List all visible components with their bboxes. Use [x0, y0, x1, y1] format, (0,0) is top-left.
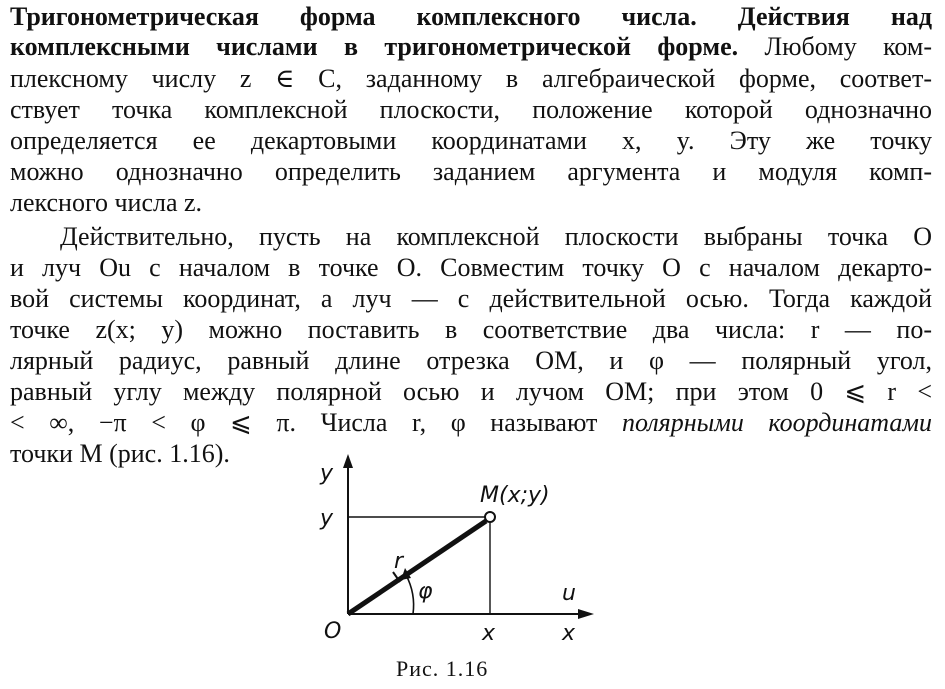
tick-y-label: y	[320, 506, 334, 531]
x-axis-arrow-icon	[578, 609, 594, 619]
ray-om	[348, 521, 486, 614]
paragraph2-line-3: вой системы координат, а луч — с действительной осью. Тогда каждой	[10, 284, 932, 313]
axis-y-label: y	[320, 461, 334, 486]
paragraph2-line-8: точки M (рис. 1.16).	[10, 439, 230, 468]
heading-rest-text: Любому ком-	[764, 32, 933, 61]
heading-line-1: Тригонометрическая форма комплексного числа. Действия над	[10, 2, 932, 31]
paragraph2-line-5: лярный радиус, равный длине отрезка OM, и φ — полярный угол,	[10, 346, 932, 375]
angle-arc	[406, 575, 414, 614]
line7-plain-text: < ∞, −π < φ ⩽ π. Числа r, φ называют	[10, 408, 598, 437]
heading-bold-text: комплексными числами в тригонометрической форме.	[10, 32, 739, 61]
paragraph1-line-7: лексного числа z.	[10, 188, 203, 217]
polar-coordinates-term: полярными координатами	[621, 408, 932, 437]
paragraph1-line-4: ствует точка комплексной плоскости, положение которой однозначно	[10, 95, 932, 124]
point-m-label: M(x;y)	[480, 483, 550, 508]
ray-r-label: r	[394, 549, 404, 574]
paragraph1-line-3: плексному числу z ∈ C, заданному в алгебраической форме, соответ-	[10, 64, 932, 93]
angle-phi-label: φ	[418, 579, 433, 604]
origin-label: O	[324, 619, 342, 644]
tick-x-label: x	[482, 621, 496, 646]
paragraph1-line-5: определяется ее декартовыми координатами x, y. Эту же точку	[10, 126, 932, 155]
heading-line-2	[10, 32, 932, 62]
paragraph1-line-6: можно однозначно определить заданием аргумента и модуля комп-	[10, 157, 932, 186]
axis-u-label: u	[562, 581, 576, 606]
y-axis-arrow-icon	[343, 454, 353, 468]
figure-caption: Рис. 1.16	[396, 656, 489, 681]
figure-1-16	[310, 452, 610, 684]
paragraph2-line-7	[10, 408, 932, 438]
paragraph2-line-1: Действительно, пусть на комплексной плоскости выбраны точка O	[60, 222, 932, 251]
point-m-marker	[485, 512, 495, 522]
axis-x-label: x	[562, 621, 576, 646]
polar-coordinates-diagram	[310, 452, 610, 684]
paragraph2-line-2: и луч Ou с началом в точке O. Совместим точку O с началом декарто-	[10, 253, 932, 282]
paragraph2-line-4: точке z(x; y) можно поставить в соответствие два числа: r — по-	[10, 315, 932, 344]
paragraph2-line-6: равный углу между полярной осью и лучом OM; при этом 0 ⩽ r <	[10, 377, 932, 406]
